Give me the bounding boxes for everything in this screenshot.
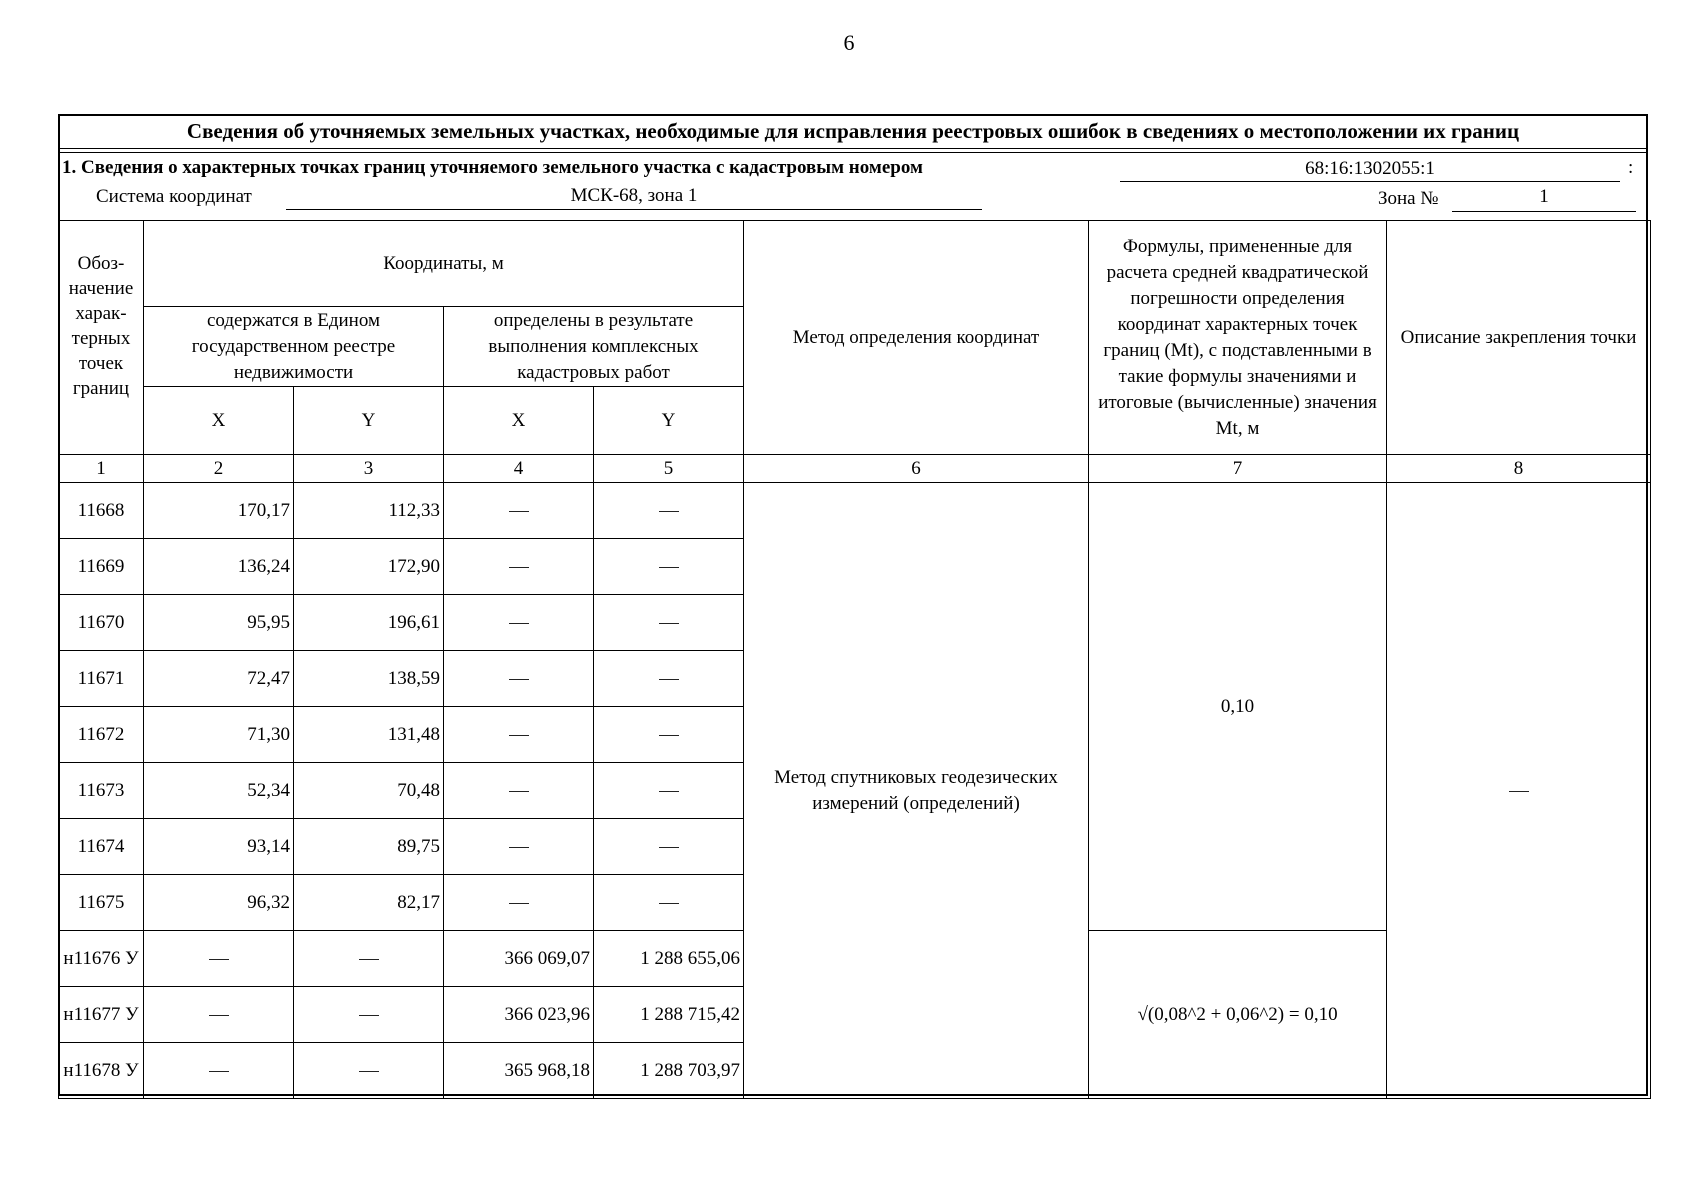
- empty-dash: [594, 483, 744, 539]
- x-egrn-value: 136,24: [144, 539, 294, 595]
- y-egrn-value: 196,61: [294, 595, 444, 651]
- header-complex-works: определены в результате выполнения комплексных кадастровых работ: [444, 307, 744, 387]
- empty-dash: [444, 483, 594, 539]
- point-id: 11672: [59, 707, 144, 763]
- empty-dash: [444, 819, 594, 875]
- empty-dash: [294, 1043, 444, 1099]
- zone-label: Зона №: [1378, 188, 1439, 209]
- empty-dash: [444, 763, 594, 819]
- point-id: 11669: [59, 539, 144, 595]
- title-divider: [60, 152, 1646, 153]
- x-egrn-value: 170,17: [144, 483, 294, 539]
- empty-dash: [444, 875, 594, 931]
- x-complex-value: 365 968,18: [444, 1043, 594, 1099]
- empty-dash: [294, 987, 444, 1043]
- header-x-complex: X: [444, 387, 594, 455]
- y-complex-value: 1 288 715,42: [594, 987, 744, 1043]
- x-egrn-value: 71,30: [144, 707, 294, 763]
- header-egrn: содержатся в Едином государственном реестре недвижимости: [144, 307, 444, 387]
- point-id: н11676 У: [59, 931, 144, 987]
- description-empty-dash: [1387, 483, 1651, 1099]
- y-egrn-value: 138,59: [294, 651, 444, 707]
- empty-dash: [594, 763, 744, 819]
- column-number: 6: [744, 455, 1089, 483]
- header-point-designation: Обоз-начение харак-терных точек границ: [59, 221, 144, 455]
- x-egrn-value: 72,47: [144, 651, 294, 707]
- coord-system-label: Система координат: [96, 186, 252, 207]
- page-number: 6: [843, 30, 855, 55]
- y-egrn-value: 82,17: [294, 875, 444, 931]
- y-egrn-value: 70,48: [294, 763, 444, 819]
- point-id: н11678 У: [59, 1043, 144, 1099]
- header-coordinates: Координаты, м: [144, 221, 744, 307]
- mt-value-2: √(0,08^2 + 0,06^2) = 0,10: [1089, 931, 1387, 1099]
- y-egrn-value: 131,48: [294, 707, 444, 763]
- coord-system-value: МСК-68, зона 1: [570, 185, 698, 206]
- point-id: н11677 У: [59, 987, 144, 1043]
- x-egrn-value: 96,32: [144, 875, 294, 931]
- header-x-egrn: X: [144, 387, 294, 455]
- cadastral-underline: [1120, 181, 1620, 182]
- point-id: 11670: [59, 595, 144, 651]
- x-complex-value: 366 023,96: [444, 987, 594, 1043]
- column-number: 1: [59, 455, 144, 483]
- empty-dash: [444, 707, 594, 763]
- method-value: Метод спутниковых геодезических измерений (определений): [744, 483, 1089, 1099]
- cadastral-colon: :: [1628, 157, 1634, 178]
- header-formulas: Формулы, примененные для расчета средней квадратической погрешности определения координат характерных точек границ (Mt), с подставленными в такие формулы значениями и итоговые (вычисленные) значения Mt, м: [1089, 221, 1387, 455]
- coordinates-table: [58, 220, 1651, 1099]
- y-complex-value: 1 288 703,97: [594, 1043, 744, 1099]
- empty-dash: [444, 595, 594, 651]
- empty-dash: [444, 539, 594, 595]
- y-complex-value: 1 288 655,06: [594, 931, 744, 987]
- point-id: 11675: [59, 875, 144, 931]
- empty-dash: [444, 651, 594, 707]
- empty-dash: [594, 819, 744, 875]
- point-id: 11673: [59, 763, 144, 819]
- empty-dash: [594, 595, 744, 651]
- header-method: Метод определения координат: [744, 221, 1089, 455]
- empty-dash: [594, 539, 744, 595]
- empty-dash: [594, 707, 744, 763]
- column-number: 2: [144, 455, 294, 483]
- x-egrn-value: 52,34: [144, 763, 294, 819]
- zone-value: 1: [1539, 186, 1549, 207]
- empty-dash: [294, 931, 444, 987]
- empty-dash: [144, 1043, 294, 1099]
- empty-dash: [594, 651, 744, 707]
- header-y-egrn: Y: [294, 387, 444, 455]
- column-number: 8: [1387, 455, 1651, 483]
- x-complex-value: 366 069,07: [444, 931, 594, 987]
- mt-value-1: 0,10: [1089, 483, 1387, 931]
- empty-dash: [144, 931, 294, 987]
- y-egrn-value: 112,33: [294, 483, 444, 539]
- header-y-complex: Y: [594, 387, 744, 455]
- empty-dash: [144, 987, 294, 1043]
- column-number: 5: [594, 455, 744, 483]
- y-egrn-value: 172,90: [294, 539, 444, 595]
- column-number: 7: [1089, 455, 1387, 483]
- document-frame: [58, 114, 1648, 1096]
- table-row: [59, 483, 1651, 539]
- header-description: Описание закрепления точки: [1387, 221, 1651, 455]
- column-number: 3: [294, 455, 444, 483]
- column-number: 4: [444, 455, 594, 483]
- section-title: 1. Сведения о характерных точках границ уточняемого земельного участка с кадастровым номером: [62, 157, 923, 178]
- coord-system-underline: [286, 209, 982, 210]
- x-egrn-value: 93,14: [144, 819, 294, 875]
- y-egrn-value: 89,75: [294, 819, 444, 875]
- empty-dash: [594, 875, 744, 931]
- document-title: Сведения об уточняемых земельных участках, необходимые для исправления реестровых ошибок в сведениях о местоположении их границ: [60, 116, 1646, 149]
- cadastral-number: 68:16:1302055:1: [1305, 158, 1435, 179]
- point-id: 11668: [59, 483, 144, 539]
- point-id: 11671: [59, 651, 144, 707]
- zone-underline: [1452, 211, 1636, 212]
- point-id: 11674: [59, 819, 144, 875]
- x-egrn-value: 95,95: [144, 595, 294, 651]
